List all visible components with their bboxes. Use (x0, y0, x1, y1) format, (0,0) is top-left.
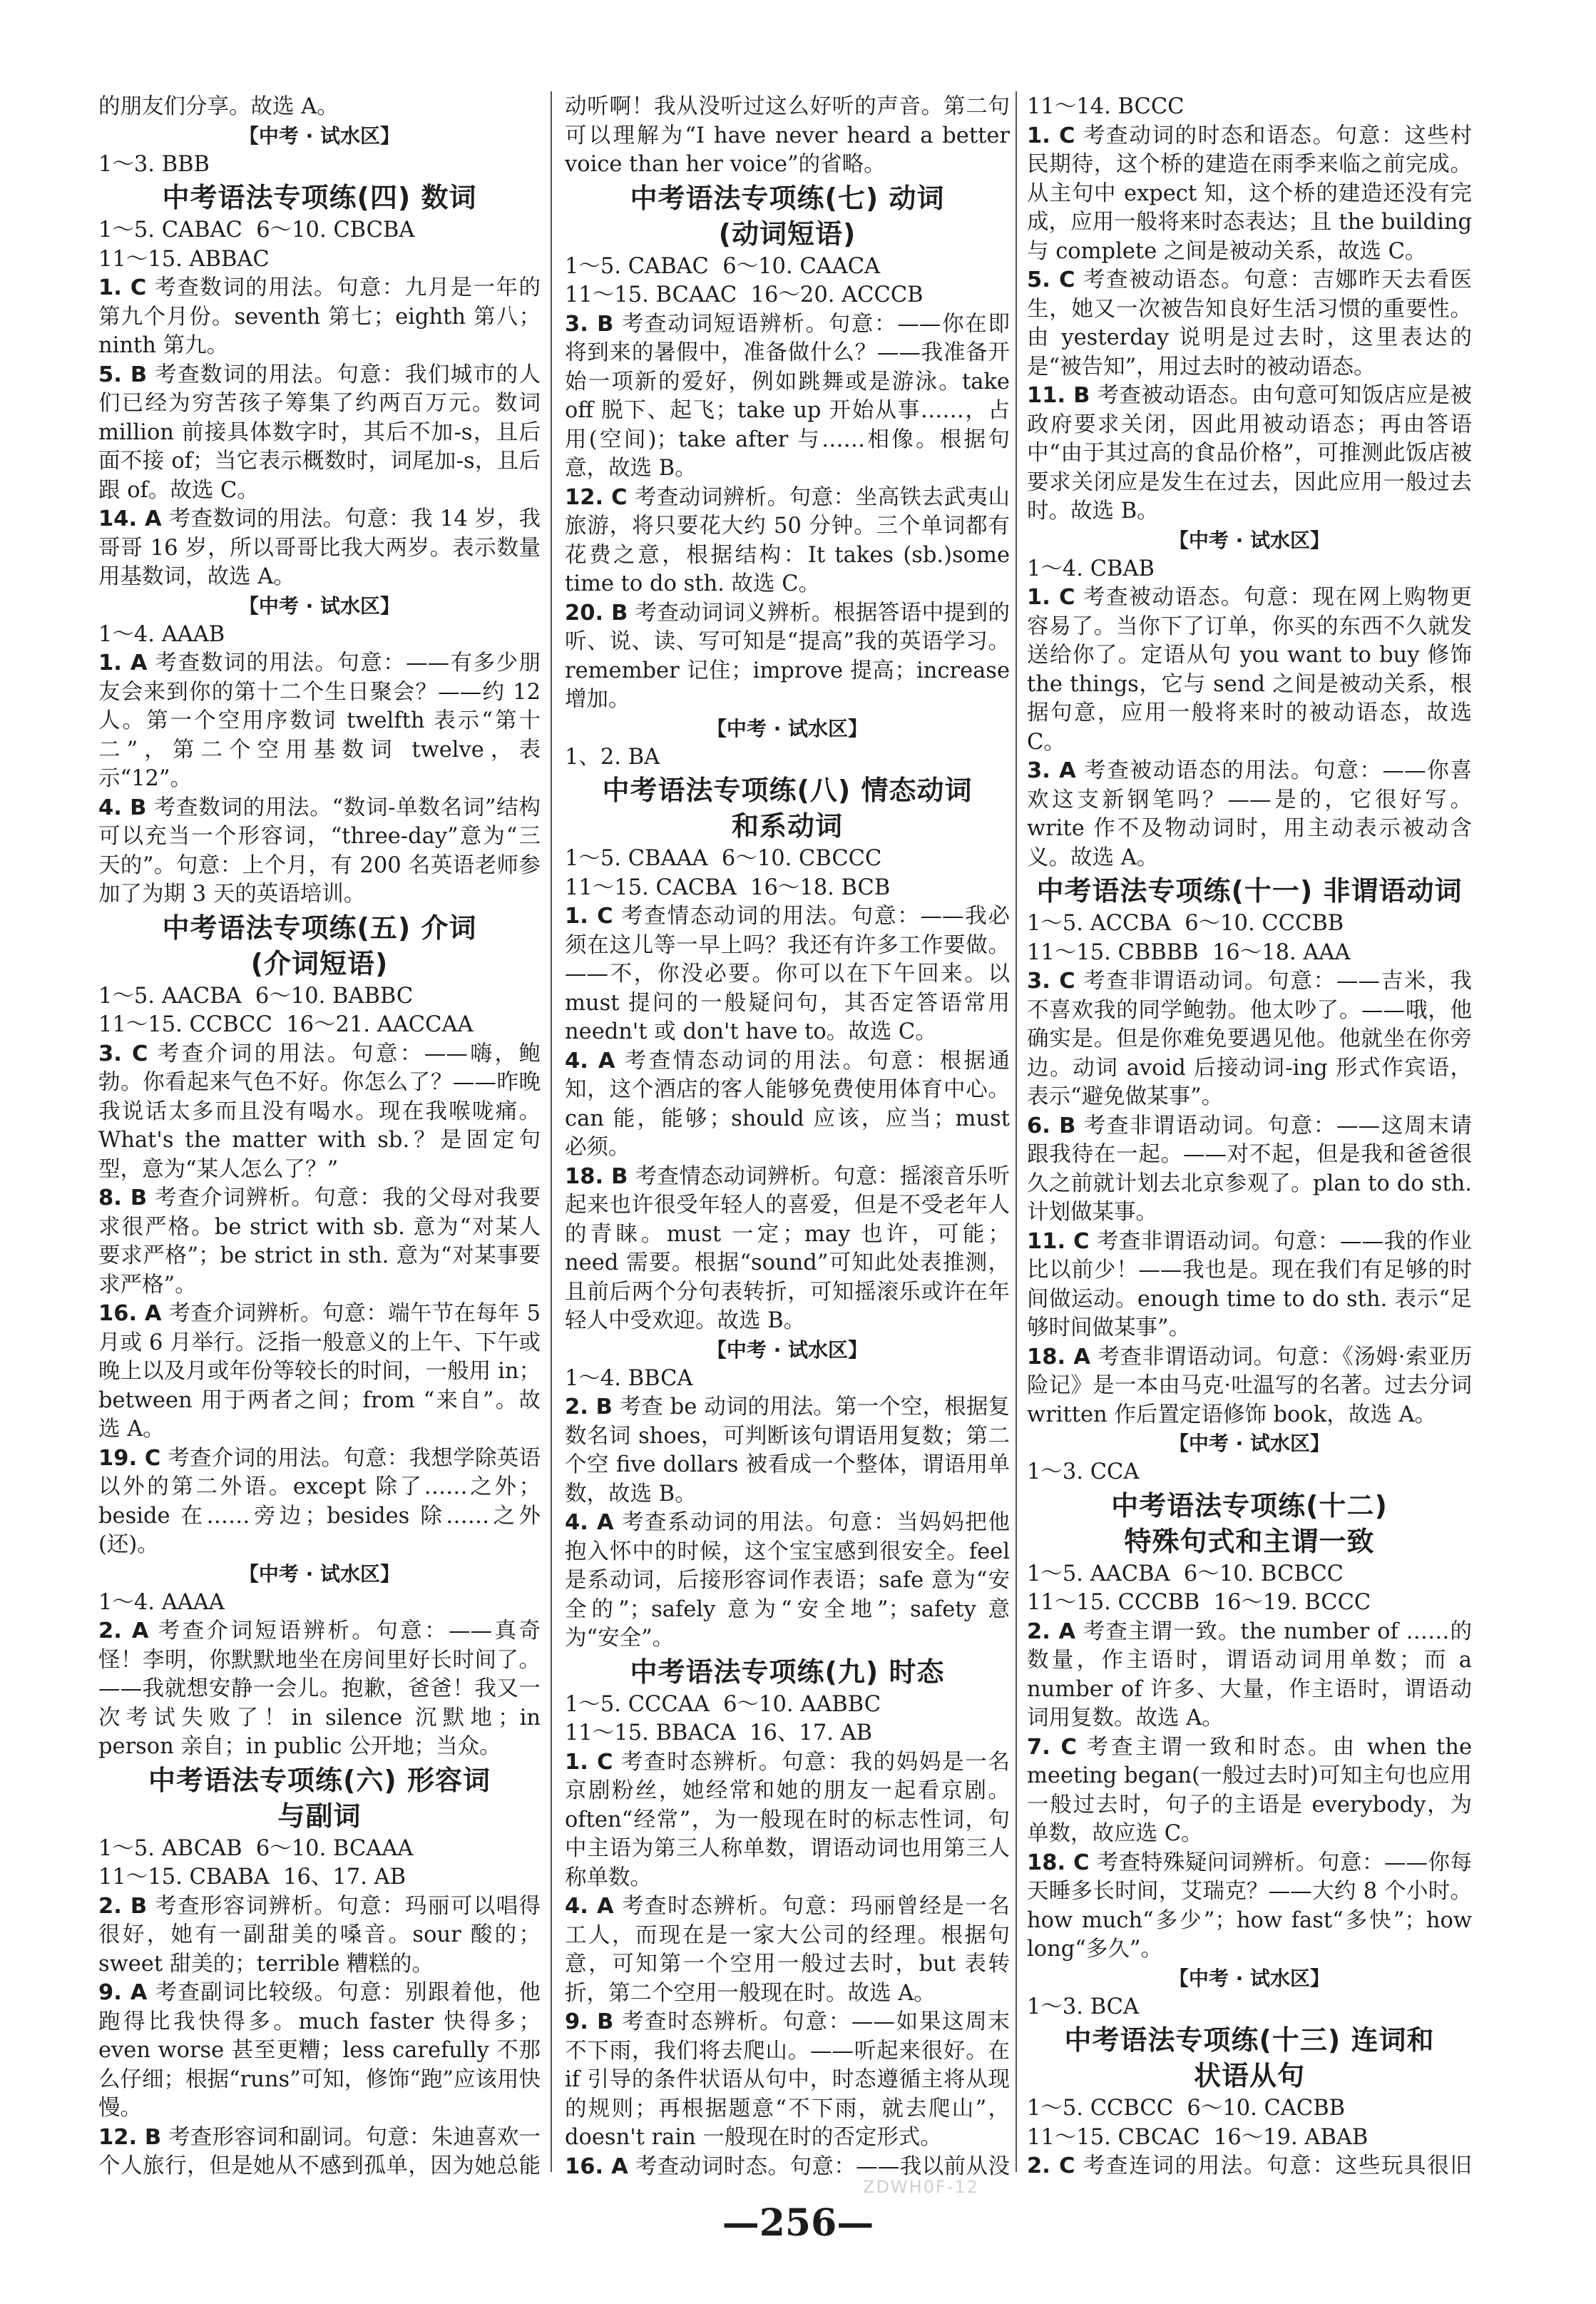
explanation-item (98, 649, 541, 794)
answer-key-row: 11～15. CCBCC 16～21. AACCAA (98, 1012, 474, 1037)
answer-key-row: 11～15. CBBBB 16～18. AAA (1027, 939, 1351, 965)
explanation-text: 考查情态动词辨析。句意：摇滚音乐听起来也许很受年轻人的喜爱，但是不受老年人的青睐。must 一定；may 也许，可能；need 需要。根据“sound”可知此处表推测，且前后两个分句表转折，可知摇滚乐或许在年轻人中受欢迎。故选 B。 (565, 1163, 1010, 1333)
explanation-text: 考查数词的用法。句意：我们城市的人们已经为穷苦孩子筹集了约两百万元。数词 million 前接具体数字时，其后不加-s，且后面不接 of；当它表示概数时，词尾加-s，且后跟 of。故选 C。 (98, 362, 541, 503)
explanation-text: 考查主谓一致和时态。由 when the meeting began(一般过去时)可知主句也应用一般过去时，句子的主语是 everybody，为单数，故应选 C。 (1027, 1734, 1472, 1846)
column-left (98, 93, 541, 2183)
answer-key-row: 1～5. CCBCC 6～10. CACBB (1027, 2096, 1346, 2121)
answer-key-row: 1～5. CABAC 6～10. CAACA (565, 253, 881, 279)
question-number: 1. C (565, 1749, 613, 1775)
answer-key-row: 1、2. BA (565, 744, 660, 770)
explanation-text: 考查被动语态。句意：吉娜昨天去看医生，她又一次被告知良好生活习惯的重要性。由 yesterday 说明是过去时，这里表达的是“被告知”，用过去时的被动语态。 (1027, 267, 1472, 379)
explanation-text: 考查形容词和副词。句意：朱迪喜欢一个人旅行，但是她从不感到孤单，因为她总能 (98, 2124, 541, 2178)
explanation-text: 考查动词的时态和语态。句意：这些村民期待，这个桥的建造在雨季来临之前完成。从主句中 expect 知，这个桥的建造还没有完成，应用一般将来时态表达；且 the building 与 complete 之间是被动关系，故选 C。 (1027, 123, 1472, 264)
answer-key-row: 1～5. CBAAA 6～10. CBCCC (565, 846, 882, 871)
explanation-text: 考查数词的用法。句意：——有多少朋友会来到你的第十二个生日聚会？——约 12 人。第一个空用序数词 twelfth 表示“第十二”，第二个空用基数词 twelve，表示“12”。 (98, 651, 541, 791)
answer-key-row: 11～15. ABBAC (98, 246, 270, 272)
explanation-text: 考查被动语态。句意：现在网上购物更容易了。当你下了订单，你买的东西不久就发送给你了。定语从句 you want to buy 修饰 the things，它与 send 之间是被动关系，根据句意，应用一般将来时的被动语态，故选 C。 (1027, 585, 1472, 755)
explanation-text: 考查非谓语动词。句意：——这周末请跟我待在一起。——对不起，但是我和爸爸很久之前就计划去北京参观了。plan to do sth. 计划做某事。 (1027, 1113, 1472, 1225)
explanation-item (1027, 1228, 1472, 1343)
answer-key-row: 11～15. CBABA 16、17. AB (98, 1865, 406, 1890)
answer-key-row: 11～14. BCCC (1027, 94, 1185, 119)
explanation-item (565, 1163, 1010, 1336)
column-right (1027, 93, 1472, 2183)
explanation-item (98, 2124, 541, 2183)
answer-key-row: 1～3. CCA (1027, 1459, 1140, 1484)
answer-key-row: 1～5. AACBA 6～10. BCBCC (1027, 1561, 1344, 1586)
explanation-text: 考查系动词的用法。句意：当妈妈把他抱入怀中的时候，这个宝宝感到很安全。feel 是系动词，后接形容词作表语；safe 意为“安全的”；safely 意为“安全地”；safety 意为“安全”。 (565, 1510, 1010, 1651)
question-number: 18. A (1027, 1344, 1090, 1370)
explanation-text: 考查 be 动词的用法。第一个空，根据复数名词 shoes，可判断该句谓语用复数；第二个空 five dollars 被看成一个整体，谓语用单数，故选 B。 (565, 1395, 1010, 1507)
question-number: 18. C (1027, 1850, 1090, 1875)
question-number: 16. A (565, 2153, 628, 2179)
section-heading: 与副词 (277, 1800, 362, 1832)
explanation-item (1027, 967, 1472, 1112)
explanation-item (1027, 1112, 1472, 1228)
practice-label: 【中考 · 试水区】 (1168, 1432, 1331, 1455)
explanation-item (565, 1748, 1010, 1893)
question-number: 2. B (98, 1893, 148, 1919)
explanation-item (1027, 1733, 1472, 1849)
question-number: 2. B (565, 1395, 613, 1419)
explanation-item (98, 1300, 541, 1444)
explanation-item (1027, 757, 1472, 872)
explanation-item (565, 1047, 1010, 1163)
explanation-text: 考查副词比较级。句意：别跟着他，他跑得比我快得多。much faster 快得多；even worse 甚至更糟；less carefully 不那么仔细；根据“runs”可知，修饰“跑”应该用快慢。 (98, 1980, 541, 2121)
explanation-item (1027, 1618, 1472, 1733)
answer-text: 的朋友们分享。故选 A。 (98, 94, 339, 119)
explanation-item (565, 599, 1010, 715)
answer-key-row: 1～3. BBB (98, 151, 210, 177)
explanation-text: 考查连词的用法。句意：这些玩具很旧 (1083, 2153, 1472, 2178)
question-number: 12. C (565, 484, 628, 510)
question-number: 4. A (565, 1894, 614, 1919)
question-number: 3. A (1027, 758, 1076, 783)
question-number: 16. A (98, 1301, 162, 1326)
column-divider (551, 91, 552, 2172)
question-number: 9. B (565, 2009, 614, 2034)
explanation-item (565, 310, 1010, 484)
watermark-text: ZDWH0F-12 (863, 2177, 979, 2197)
practice-label: 【中考 · 试水区】 (238, 1561, 401, 1586)
explanation-item (565, 1393, 1010, 1509)
question-number: 6. B (1027, 1113, 1076, 1138)
explanation-item (1027, 1343, 1472, 1430)
explanation-text: 考查形容词辨析。句意：玛丽可以唱得很好，她有一副甜美的嗓音。sour 酸的；sweet 甜美的；terrible 糟糕的。 (98, 1893, 541, 1977)
question-number: 4. A (565, 1048, 615, 1074)
answer-key-row: 1～4. AAAA (98, 1589, 225, 1615)
question-number: 14. A (98, 506, 162, 531)
explanation-text: 考查数词的用法。句意：九月是一年的第九个月份。seventh 第七；eighth 第八；ninth 第九。 (98, 275, 541, 358)
question-number: 18. B (565, 1163, 628, 1189)
explanation-text: 考查介词短语辨析。句意：——真奇怪！李明，你默默地坐在房间里好长时间了。——我就想安静一会儿。抱歉，爸爸！我又一次考试失败了！in silence 沉默地；in person 亲自；in public 公开地；当众。 (98, 1619, 541, 1759)
question-number: 9. A (98, 1980, 148, 2005)
explanation-item (98, 1979, 541, 2124)
section-heading: 中考语法专项练(九) 时态 (630, 1656, 945, 1688)
explanation-item (1027, 122, 1472, 267)
column-divider (1016, 91, 1017, 2172)
question-number: 2. A (98, 1619, 149, 1643)
explanation-item (98, 1184, 541, 1300)
explanation-item (98, 1040, 541, 1185)
explanation-text: 考查时态辨析。句意：我的妈妈是一名京剧粉丝，她经常和她的朋友一起看京剧。often“经常”，为一般现在时的标志性词，句中主语为第三人称单数，谓语动词也用第三人称单数。 (565, 1749, 1010, 1890)
explanation-item (565, 2008, 1010, 2153)
explanation-text: 考查非谓语动词。句意：《汤姆·索亚历险记》是一本由马克·吐温写的名著。过去分词 written 作后置定语修饰 book，故选 A。 (1027, 1344, 1472, 1427)
question-number: 3. C (1027, 969, 1075, 994)
section-heading: 中考语法专项练(六) 形容词 (148, 1764, 491, 1796)
page-number: —256— (722, 2201, 874, 2245)
explanation-text: 考查介词辨析。句意：我的父母对我要求很严格。be strict with sb. 意为“对某人要求严格”；be strict in sth. 意为“对某事要求严格”。 (98, 1186, 541, 1298)
explanation-text: 考查介词的用法。句意：我想学除英语以外的第二外语。except 除了……之外；beside 在……旁边；besides 除……之外(还)。 (98, 1445, 541, 1557)
question-number: 1. C (565, 904, 613, 929)
explanation-text: 考查数词的用法。句意：我 14 岁，我哥哥 16 岁，所以哥哥比我大两岁。表示数量用基数词，故选 A。 (98, 506, 541, 589)
section-heading: 中考语法专项练(十一) 非谓语动词 (1036, 875, 1463, 907)
question-number: 3. C (98, 1041, 148, 1066)
question-number: 2. C (1027, 2153, 1075, 2178)
explanation-item (565, 902, 1010, 1047)
section-heading: 中考语法专项练(十二) (1111, 1489, 1388, 1521)
section-heading: 状语从句 (1193, 2060, 1305, 2091)
section-heading: (介词短语) (250, 947, 389, 979)
explanation-item (98, 1617, 541, 1762)
answer-key-row: 1～5. ABCAB 6～10. BCAAA (98, 1835, 414, 1861)
question-number: 2. A (1027, 1619, 1076, 1644)
section-heading: 中考语法专项练(八) 情态动词 (602, 775, 973, 806)
question-number: 7. C (1027, 1734, 1077, 1760)
question-number: 1. C (1027, 123, 1075, 148)
explanation-text: 考查动词短语辨析。句意：——你在即将到来的暑假中，准备做什么？——我准备开始一项新的爱好，例如跳舞或是游泳。take off 脱下、起飞；take up 开始从事……，占用(空间)；take after 与……相像。根据句意，故选 B。 (565, 311, 1010, 481)
section-heading: 中考语法专项练(五) 介词 (162, 912, 477, 944)
explanation-text: 考查时态辨析。句意：玛丽曾经是一名工人，而现在是一家大公司的经理。根据句意，可知第一个空用一般过去时，but 表转折，第二个空用一般现在时。故选 A。 (565, 1894, 1010, 2006)
answer-key-row: 11～15. CBCAC 16～19. ABAB (1027, 2124, 1369, 2150)
practice-label: 【中考 · 试水区】 (1168, 1966, 1331, 1990)
practice-label: 【中考 · 试水区】 (238, 593, 401, 618)
explanation-item (98, 1892, 541, 1979)
question-number: 8. B (98, 1186, 148, 1210)
explanation-item (98, 794, 541, 909)
answer-text: 动听啊！我从没听过这么好听的声音。第二句可以理解为“I have never heard a better voice than her voice”的省略。 (565, 94, 1010, 177)
question-number: 1. C (1027, 585, 1075, 610)
explanation-text: 考查情态动词的用法。句意：——我必须在这儿等一早上吗？我还有许多工作要做。——不，你没必要。你可以在下午回来。以 must 提问的一般疑问句，其否定答语常用 needn't 或 don't have to。故选 C。 (565, 904, 1010, 1044)
explanation-item (565, 1892, 1010, 2008)
explanation-item (98, 505, 541, 592)
answer-key-row: 1～5. CABAC 6～10. CBCBA (98, 218, 415, 243)
answer-key-row: 11～15. CCCBB 16～19. BCCC (1027, 1590, 1371, 1615)
answer-key-row: 1～5. AACBA 6～10. BABBC (98, 983, 414, 1009)
answer-key-row: 1～4. AAAB (98, 621, 225, 647)
explanation-item (1027, 266, 1472, 382)
explanation-text: 考查介词辨析。句意：端午节在每年 5 月或 6 月举行。泛指一般意义的上午、下午或晚上以及月或年份等较长的时间，一般用 in；between 用于两者之间；from “来自”。故选 A。 (98, 1301, 541, 1442)
answer-key-row: 11～15. CACBA 16～18. BCB (565, 875, 891, 900)
question-number: 4. B (98, 795, 147, 820)
practice-label: 【中考 · 试水区】 (238, 123, 401, 148)
answer-key-row: 1～4. CBAB (1027, 556, 1155, 581)
answer-key-row: 1～5. CCCAA 6～10. AABBC (565, 1691, 881, 1717)
explanation-item (1027, 583, 1472, 757)
explanation-text: 考查时态辨析。句意：——如果这周末不下雨，我们将去爬山。——听起来很好。在 if 引导的条件状语从句中，时态遵循主将从现的规则；再根据题意“不下雨，就去爬山”，doesn't rain 一般现在时的否定形式。 (565, 2009, 1010, 2150)
question-number: 1. C (98, 275, 147, 300)
explanation-item (565, 484, 1010, 599)
section-heading: 和系动词 (731, 810, 843, 842)
explanation-item (1027, 382, 1472, 526)
explanation-text: 考查数词的用法。“数词-单数名词”结构可以充当一个形容词，“three-day”意为“三天的”。句意：上个月，有 200 名英语老师参加了为期 3 天的英语培训。 (98, 795, 541, 907)
column-middle (565, 93, 1010, 2183)
explanation-item (98, 1444, 541, 1560)
explanation-text: 考查动词词义辨析。根据答语中提到的听、说、读、写可知是“提高”我的英语学习。remember 记住；improve 提高；increase 增加。 (565, 600, 1010, 712)
explanation-text: 考查非谓语动词。句意：——吉米，我不喜欢我的同学鲍勃。他太吵了。——哦，他确实是。但是你难免要遇见他。他就坐在你旁边。动词 avoid 后接动词-ing 形式作宾语，表示“避免做某事”。 (1027, 969, 1472, 1109)
question-number: 11. B (1027, 383, 1090, 408)
explanation-item (1027, 2152, 1472, 2183)
explanation-text: 考查被动语态。由句意可知饭店应是被政府要求关闭，因此用被动语态；再由答语中“由于其过高的食品价格”，可推测此饭店被要求关闭应是发生在过去，因此应用一般过去时。故选 B。 (1027, 383, 1472, 524)
explanation-text: 考查被动语态的用法。句意：——你喜欢这支新钢笔吗？——是的，它很好写。write 作不及物动词时，用主动表示被动含义。故选 A。 (1027, 758, 1472, 870)
explanation-text: 考查动词时态。句意：——我以前从没 (635, 2153, 1010, 2179)
explanation-item (1027, 1849, 1472, 1964)
answer-key-row: 11～15. BBACA 16、17. AB (565, 1721, 873, 1745)
answer-key-row: 1～5. ACCBA 6～10. CCCBB (1027, 911, 1344, 936)
explanation-item (98, 274, 541, 361)
practice-label: 【中考 · 试水区】 (706, 1337, 869, 1362)
question-number: 3. B (565, 311, 614, 337)
question-number: 5. B (98, 362, 148, 387)
section-heading: (动词短语) (718, 218, 856, 250)
explanation-text: 考查情态动词的用法。句意：根据通知，这个酒店的客人能够免费使用体育中心。can 能，能够；should 应该，应当；must 必须。 (565, 1048, 1010, 1160)
section-heading: 特殊句式和主谓一致 (1124, 1525, 1375, 1557)
section-heading: 中考语法专项练(七) 动词 (630, 182, 945, 214)
explanation-item (565, 1509, 1010, 1653)
answer-key-row: 1～3. BCA (1027, 1994, 1140, 2019)
question-number: 20. B (565, 600, 628, 626)
section-heading: 中考语法专项练(十三) 连词和 (1064, 2024, 1435, 2056)
section-heading: 中考语法专项练(四) 数词 (162, 182, 477, 213)
question-number: 5. C (1027, 267, 1075, 292)
question-number: 11. C (1027, 1228, 1090, 1254)
question-number: 19. C (98, 1445, 161, 1471)
explanation-text: 考查动词辨析。句意：坐高铁去武夷山旅游，将只要花大约 50 分钟。三个单词都有花费之意，根据结构：It takes (sb.)some time to do sth. 故选 C。 (565, 484, 1010, 596)
explanation-text: 考查主谓一致。the number of ……的数量，作主语时，谓语动词用单数；而 a number of 许多、大量，作主语时，谓语动词用复数。故选 A。 (1027, 1619, 1472, 1730)
explanation-text: 考查非谓语动词。句意：——我的作业比以前少！——我也是。现在我们有足够的时间做运动。enough time to do sth. 表示“足够时间做某事”。 (1027, 1228, 1472, 1340)
explanation-text: 考查特殊疑问词辨析。句意：——你每天睡多长时间，艾瑞克？——大约 8 个小时。how much“多少”；how fast“多快”；how long“多久”。 (1027, 1850, 1472, 1962)
explanation-item (98, 361, 541, 506)
explanation-text: 考查介词的用法。句意：——嗨，鲍勃。你看起来气色不好。你怎么了？——昨晚我说话太多而且没有喝水。现在我喉咙痛。What's the matter with sb.？是固定句型，意为“某人怎么了？” (98, 1041, 541, 1182)
answer-key-row: 1～4. BBCA (565, 1365, 693, 1391)
answer-key-row: 11～15. BCAAC 16～20. ACCCB (565, 282, 924, 307)
practice-label: 【中考 · 试水区】 (706, 716, 869, 740)
practice-label: 【中考 · 试水区】 (1168, 528, 1331, 552)
question-number: 4. A (565, 1510, 614, 1535)
question-number: 1. A (98, 651, 148, 676)
question-number: 12. B (98, 2124, 162, 2150)
